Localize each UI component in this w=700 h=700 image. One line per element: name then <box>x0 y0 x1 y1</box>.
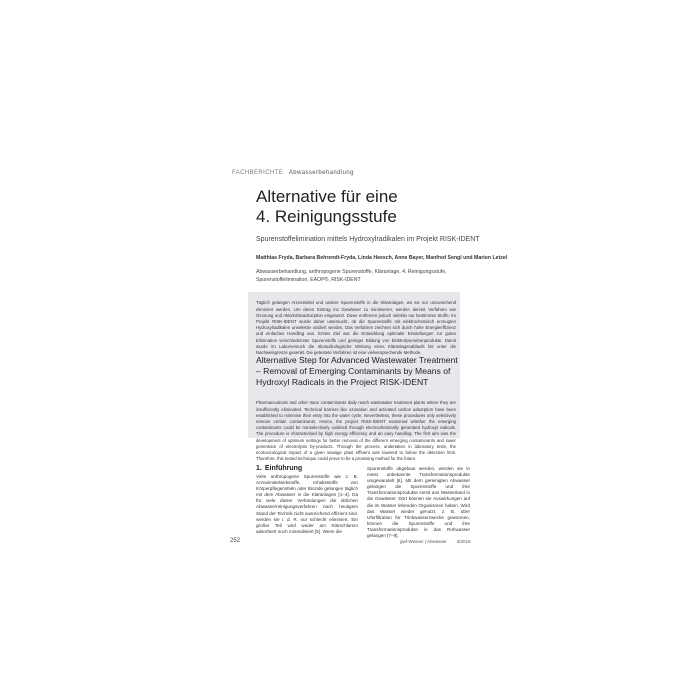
body-text-column-2: Spurenstoffe abgebaut werden, werden sie in meist unbekannte Transformationsprodukte umgewandelt [6]. Mit dem gereinigten Abwasser gelangen die Spurenstoffe und ihre Transformationsprodukte somit ans Wasserland in die Gewässer. Dort können sie Auswirkungen auf die im Wasser lebenden Organismen haben. Wird das Wasser wieder genutzt, z. B. über Uferfiltration für Trinkwasserzwecke gewonnen, können die Spurenstoffe und ihre Transformationsprodukte in das Rohwasser gelangen [7–9]. <box>367 466 470 539</box>
body-column-1 <box>256 465 358 535</box>
article-title-line-2: 4. Reinigungsstufe <box>256 207 397 226</box>
keywords: Abwasserbehandlung, anthropogene Spurenstoffe, Kläranlage, 4. Reinigungsstufe, Spurenstoffelimination, EAOP®, RISK-IDENT <box>256 269 447 283</box>
subsection-label: Abwasserbehandlung <box>288 170 354 176</box>
article-title <box>256 187 556 227</box>
section-header <box>232 170 354 176</box>
section-heading <box>256 465 358 472</box>
abstract-german: Täglich gelangen Arzneimittel und andere Spurenstoffe in die Kläranlagen, wo sie nur unzureichend eliminiert werden. Um deren Eintrag ins Gewässer zu minimieren, werden derzeit Verfahren wie Ozonung und Aktivkohleadsorption eingesetzt. Diese entfernen jedoch selektiv nur bestimmte Stoffe. Im Projekt RISK-IDENT wurde daher untersucht, ob die Spurenstoffe mit elektrochemisch erzeugten Hydroxylradikalen unselektiv oxidiert werden. Das Verfahren zeichnet sich durch hohe Energieeffizienz und einfaches Handling aus. Erstes Ziel war die Entwicklung optimaler Einstellungen zur guten Elimination verschiedenster Spurenstoffe und geringer Bildung von Elektrolysenebenprodukte. Damit wurde im Laborversuch die ökotoxikologische Wirkung eines Kläranlagenablaufs bis unter die Nachweisgrenze gesenkt. Die getestete Verfahren ist eine vielversprechende Methode. <box>256 300 456 355</box>
english-title: Alternative Step for Advanced Wastewater Treatment – Removal of Emerging Contaminants by Means of Hydroxyl Radicals in the Project RISK-IDENT <box>256 355 458 387</box>
page-footer <box>400 539 471 544</box>
article-subtitle: Spurenstoffelimination mittels Hydroxylradikalen im Projekt RISK-IDENT <box>256 236 480 243</box>
section-number: 1. <box>256 465 262 472</box>
issue-number: 3/2016 <box>456 539 471 544</box>
journal-name: gwf-Wasser | Abwasser <box>400 539 447 544</box>
abstract-english: Pharmaceuticals and other trace contaminants daily reach wastewater treatment plants where they are insufficiently eliminated. Technical barriers like ozonation and activated carbon adsorption have been established to minimise their entry into the water cycle. Nevertheless, these procedures only selectively remove certain contaminants. Hence, the project RISK-IDENT examined whether the emerging contaminants could be nonselectively oxidised through electrochemically generated hydroxyl radicals. The procedure is characterised by high energy efficiency and an easy handling. The first aim was the development of optimum settings for better removal of the different emerging contaminants and lower generation of electrolysis by-products. Through the process, undertaken in laboratory tests, the ecotoxicological impact of a given sewage plant effluent was lowered to below the detection limit. Therefore, this tested technique could prove to be a promising method for the future. <box>256 400 456 462</box>
page-number: 252 <box>230 538 241 544</box>
author-list: Matthias Fryda, Barbara Behrendt-Fryda, Linda Heesch, Anne Bayer, Manfred Sengl und Marion Letzel <box>256 255 508 261</box>
article-title-line-1: Alternative für eine <box>256 187 398 206</box>
body-text-column-1: Viele anthropogene Spurenstoffe wie z. B. Arzneimittelwirkstoffe, Inhaltsstoffe von Körperpflegemitteln oder Biozide gelangen täglich mit dem Abwasser in die Kläranlagen [1–4]. Da für viele dieser Verbindungen die üblichen Abwasserreinigungsverfahren nach heutigem Stand der Technik nicht ausreichend effizient sind, werden sie i. d. R. nur schlecht eliminiert. Ein großer Teil wird weder am Klärschlamm adsorbiert noch mineralisiert [5]. Wenn die <box>256 474 358 534</box>
section-label: FACHBERICHTE <box>232 170 284 176</box>
section-heading-text: Einführung <box>264 465 303 472</box>
